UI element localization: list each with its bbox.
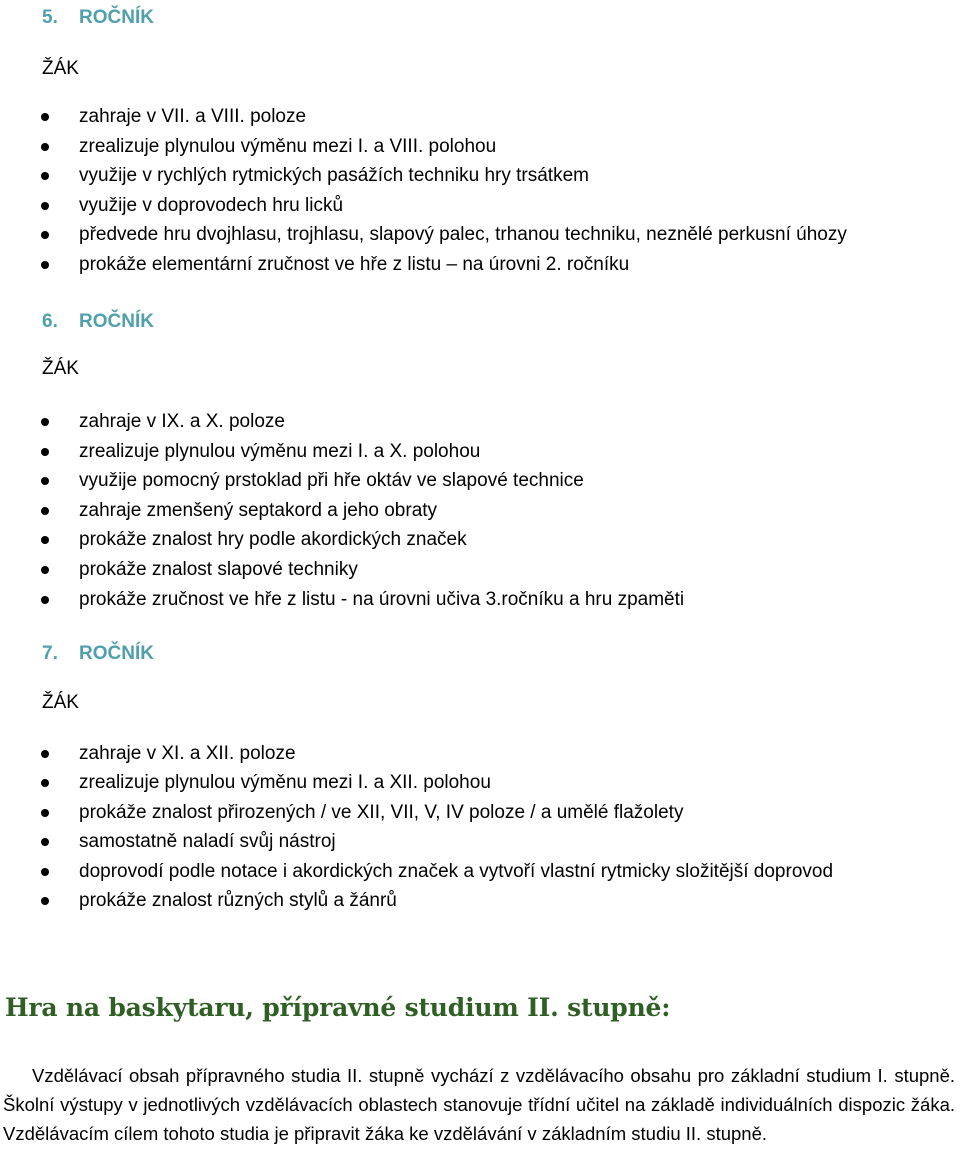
bullet-icon <box>41 779 49 787</box>
bullet-icon <box>41 113 49 121</box>
section-number: 5. <box>42 7 58 28</box>
section-7-list <box>0 739 833 915</box>
list-item-text: prokáže elementární zručnost ve hře z listu – na úrovni 2. ročníku <box>79 253 630 275</box>
list-item <box>0 191 847 221</box>
list-item <box>0 161 847 191</box>
bullet-icon <box>41 536 49 544</box>
bullet-icon <box>41 477 49 485</box>
list-item-text: zrealizuje plynulou výměnu mezi I. a X. polohou <box>79 440 481 462</box>
section-5-list <box>0 102 847 280</box>
list-item <box>0 525 684 555</box>
bullet-icon <box>41 507 49 515</box>
bullet-icon <box>41 750 49 758</box>
section-7-subject: ŽÁK <box>42 692 79 713</box>
list-item <box>0 250 847 280</box>
list-item <box>0 220 847 250</box>
section-heading: ROČNÍK <box>79 7 154 28</box>
section-5-title <box>42 6 154 30</box>
list-item <box>0 827 833 856</box>
list-item-text: zahraje v XI. a XII. poloze <box>79 743 296 764</box>
list-item-text: prokáže zručnost ve hře z listu - na úrovni učiva 3.ročníku a hru zpaměti <box>79 588 685 610</box>
bullet-icon <box>41 897 49 905</box>
list-item <box>0 132 847 162</box>
list-item <box>0 857 833 886</box>
preparatory-study-paragraph: Vzdělávací obsah přípravného studia II. stupně vychází z vzdělávacího obsahu pro základní studium I. stupně. Školní výstupy v jednotlivých vzdělávacích oblastech stanovuje třídní učitel na základě individuálních dispozic žáka. Vzdělávacím cílem tohoto studia je připravit žáka ke vzdělávání v základním studiu II. stupně. <box>3 1065 955 1145</box>
list-item <box>0 407 684 437</box>
section-6-list <box>0 407 684 614</box>
bullet-icon <box>41 566 49 574</box>
list-item-text: zahraje zmenšený septakord a jeho obraty <box>79 499 438 521</box>
list-item <box>0 437 684 467</box>
bullet-icon <box>41 172 49 180</box>
list-item-text: zrealizuje plynulou výměnu mezi I. a XII. polohou <box>79 772 491 794</box>
section-6-subject: ŽÁK <box>42 358 79 379</box>
list-item-text: využije pomocný prstoklad při hře oktáv ve slapové technice <box>79 470 584 492</box>
section-6-title <box>42 310 154 334</box>
list-item-text: doprovodí podle notace i akordických značek a vytvoří vlastní rytmicky složitější doprovod <box>79 860 834 882</box>
list-item <box>0 886 833 915</box>
list-item <box>0 555 684 585</box>
list-item <box>0 739 833 768</box>
bullet-icon <box>41 418 49 426</box>
list-item-text: předvede hru dvojhlasu, trojhlasu, slapový palec, trhanou techniku, neznělé perkusní úhozy <box>79 224 847 246</box>
list-item <box>0 496 684 526</box>
bullet-icon <box>41 202 49 210</box>
list-item-text: zrealizuje plynulou výměnu mezi I. a VIII. polohou <box>79 135 497 157</box>
list-item-text: prokáže znalost slapové techniky <box>79 558 358 580</box>
section-7-title <box>42 642 154 666</box>
list-item-text: prokáže znalost různých stylů a žánrů <box>79 889 397 911</box>
section-number: 6. <box>42 311 58 332</box>
list-item-text: prokáže znalost přirozených / ve XII, VII, V, IV poloze / a umělé flažolety <box>79 801 684 823</box>
list-item-text: samostatně naladí svůj nástroj <box>79 831 336 853</box>
list-item-text: využije v doprovodech hru licků <box>79 194 344 216</box>
bullet-icon <box>41 868 49 876</box>
bullet-icon <box>41 838 49 846</box>
section-heading: ROČNÍK <box>79 311 154 332</box>
bullet-icon <box>41 143 49 151</box>
list-item <box>0 768 833 797</box>
bullet-icon <box>41 809 49 817</box>
section-heading: ROČNÍK <box>79 643 154 664</box>
section-number: 7. <box>42 643 58 664</box>
bullet-icon <box>41 261 49 269</box>
list-item <box>0 466 684 496</box>
list-item <box>0 585 684 615</box>
list-item-text: zahraje v VII. a VIII. poloze <box>79 106 307 127</box>
list-item-text: využije v rychlých rytmických pasážích techniku hry trsátkem <box>79 165 589 187</box>
list-item-text: prokáže znalost hry podle akordických značek <box>79 529 467 551</box>
list-item-text: zahraje v IX. a X. poloze <box>79 411 285 432</box>
section-5-subject: ŽÁK <box>42 58 79 79</box>
bullet-icon <box>41 448 49 456</box>
list-item <box>0 102 847 132</box>
bullet-icon <box>41 231 49 239</box>
bullet-icon <box>41 596 49 604</box>
list-item <box>0 798 833 827</box>
preparatory-study-heading: Hra na baskytaru, přípravné studium II. stupně: <box>5 993 671 1022</box>
